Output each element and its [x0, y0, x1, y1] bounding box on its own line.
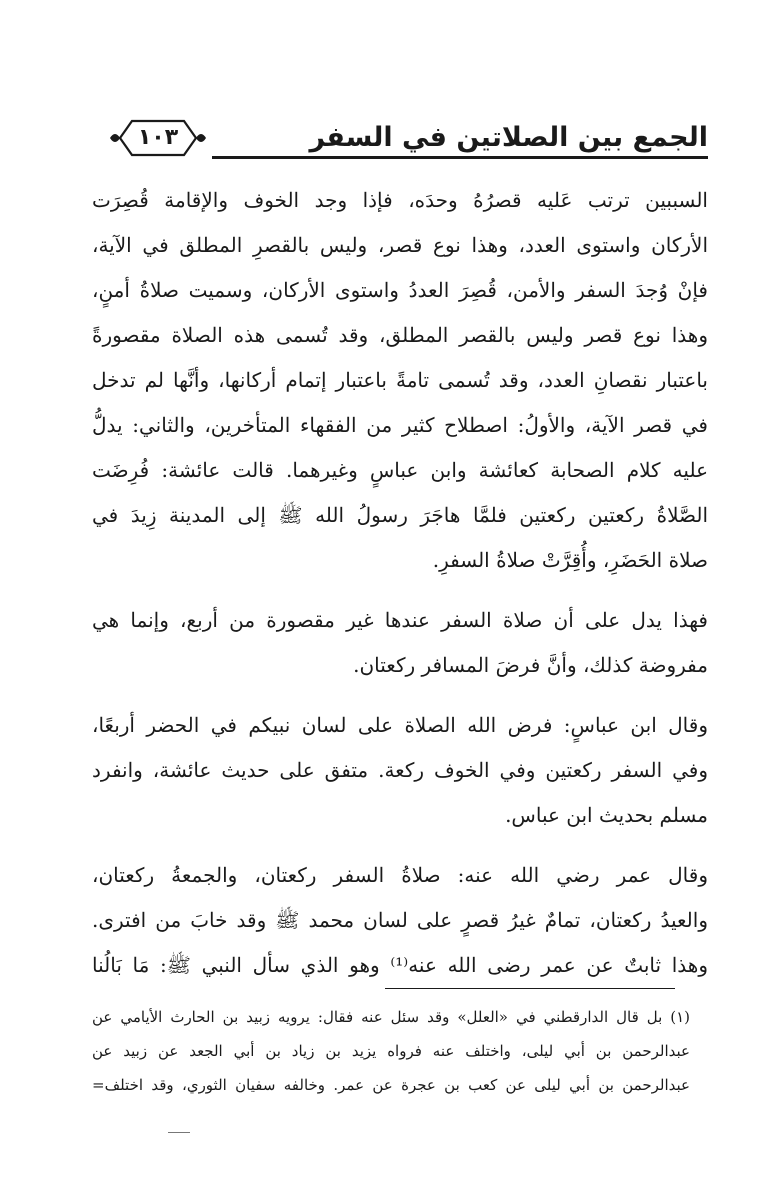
- header-rule: [212, 156, 708, 159]
- paragraph: [92, 178, 708, 583]
- footnote-line: عبدالرحمن بن أبي ليلى، واختلف عنه فرواه يزيد بن زياد بن أبي الجعد عن زبيد عن: [92, 1042, 690, 1060]
- text-line: وهذا نوع قصر وليس بالقصر المطلق، وقد تُسمى هذه الصلاة مقصورةً: [92, 323, 708, 347]
- text-line: مسلم بحديث ابن عباس.: [505, 803, 708, 827]
- paragraph: [92, 703, 708, 838]
- bottom-divider: [168, 1132, 190, 1133]
- paragraph: [92, 853, 708, 988]
- text-line: مفروضة كذلك، وأنَّ فرضَ المسافر ركعتان.: [353, 653, 708, 677]
- text-line: وقال ابن عباسٍ: فرض الله الصلاة على لسان نبيكم في الحضر أربعًا،: [92, 713, 708, 737]
- footnote-separator: [385, 988, 675, 989]
- text-line: والعيدُ ركعتان، تمامٌ غيرُ قصرٍ على لسان محمد ﷺ وقد خابَ من افترى.: [92, 908, 708, 932]
- text-line: وفي السفر ركعتين وفي الخوف ركعة. متفق على حديث عائشة، وانفرد: [92, 758, 708, 782]
- footnote-line: (١) بل قال الدارقطني في «العلل» وقد سئل عنه فقال: يرويه زبيد بن الحارث الأيامي عن: [92, 1008, 690, 1026]
- text-line: فإنْ وُجدَ السفر والأمن، قُصِرَ العددُ واستوى الأركان، وسميت صلاةُ أمنٍ،: [92, 278, 708, 302]
- footnotes: [92, 1000, 690, 1102]
- paragraph: [92, 598, 708, 688]
- text-line: في قصر الآية، والأولُ: اصطلاح كثير من الفقهاء المتأخرين، والثاني: يدلُّ: [92, 413, 708, 437]
- text-line: الأركان واستوى العدد، وهذا نوع قصر، وليس بالقصرِ المطلق في الآية،: [92, 233, 708, 257]
- text-line: باعتبار نقصانِ العدد، وقد تُسمى تامةً باعتبار إتمام أركانها، وأنَّها لم تدخل: [92, 368, 708, 392]
- text-line: عليه كلام الصحابة كعائشة وابن عباسٍ وغيرهما. قالت عائشة: فُرِضَت: [92, 458, 708, 482]
- footnote-line: عبدالرحمن بن أبي ليلى عن كعب بن عجرة عن عمر. وخالفه سفيان الثوري، وقد اختلف=: [92, 1076, 690, 1094]
- text-line: وهذا ثابتٌ عن عمر رضى الله عنه⁽¹⁾ وهو الذي سأل النبي ﷺ: مَا بَالُنا: [92, 953, 708, 977]
- text-line: السببين ترتب عَليه قصرُهُ وحدَه، فإذا وجد الخوف والإقامة قُصِرَت: [92, 188, 708, 212]
- text-line: فهذا يدل على أن صلاة السفر عندها غير مقصورة من أربع، وإنما هي: [92, 608, 708, 632]
- text-line: وقال عمر رضي الله عنه: صلاةُ السفر ركعتان، والجمعةُ ركعتان،: [92, 863, 708, 887]
- running-title: الجمع بين الصلاتين في السفر: [309, 122, 708, 153]
- page-number-badge: [108, 118, 208, 158]
- main-text: [92, 178, 708, 988]
- page-number: ١٠٣: [137, 125, 179, 150]
- text-line: صلاة الحَضَرِ، وأُقِرَّتْ صلاةُ السفرِ.: [432, 548, 708, 572]
- page-header: [108, 110, 708, 170]
- text-line: الصَّلاةُ ركعتين ركعتين فلمَّا هاجَرَ رسولُ الله ﷺ إلى المدينة زِيدَ في: [92, 503, 708, 527]
